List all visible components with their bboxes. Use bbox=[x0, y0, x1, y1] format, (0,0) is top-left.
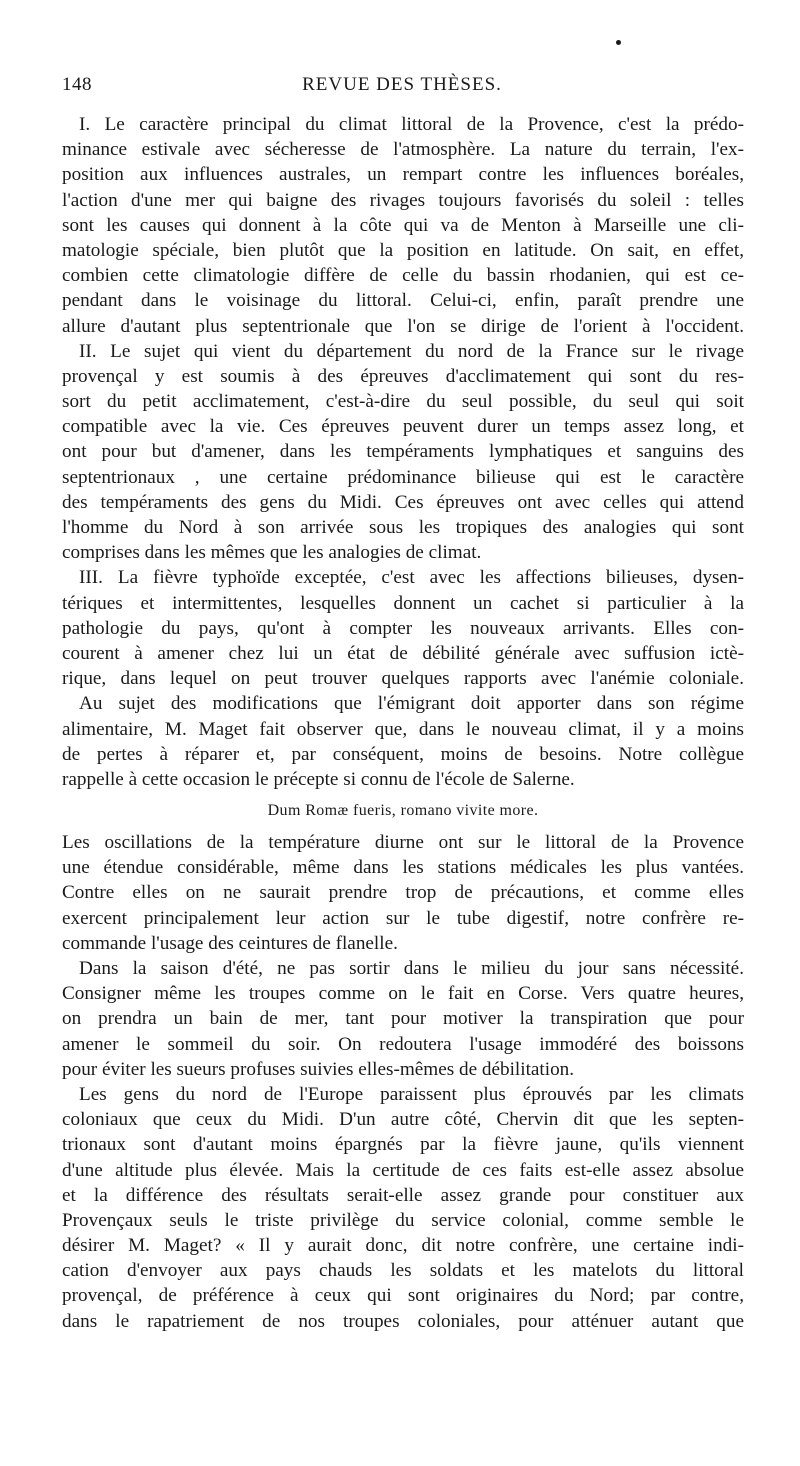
text-line: Dans la saison d'été, ne pas sortir dans le milieu du jour sans nécessité. bbox=[79, 958, 744, 979]
text-line: allure d'autant plus septentrionale que l'on se dirige de l'orient à l'occident. bbox=[62, 315, 744, 337]
text-line: d'une altitude plus élevée. Mais la certitude de ces faits est-elle assez absolue bbox=[62, 1159, 744, 1181]
text-line: compatible avec la vie. Ces épreuves peuvent durer un temps assez long, et bbox=[62, 416, 744, 438]
text-line: combien cette climatologie diffère de celle du bassin rhodanien, qui est ce- bbox=[62, 265, 744, 287]
paragraph-5 bbox=[62, 830, 744, 956]
text-line: sort du petit acclimatement, c'est-à-dire du seul possible, du seul qui soit bbox=[62, 391, 744, 413]
text-line: de pertes à réparer et, par conséquent, moins de besoins. Notre collègue bbox=[62, 743, 744, 765]
text-line: Au sujet des modifications que l'émigrant doit apporter dans son régime bbox=[79, 693, 744, 715]
paragraph-7 bbox=[62, 1082, 744, 1334]
text-line: tériques et intermittentes, lesquelles donnent un cachet si particulier à la bbox=[62, 592, 744, 614]
text-line: coloniaux que ceux du Midi. D'un autre côté, Chervin dit que les septen- bbox=[62, 1109, 744, 1131]
paragraph-3 bbox=[62, 565, 744, 691]
paragraph-6 bbox=[62, 956, 744, 1082]
text-line: rique, dans lequel on peut trouver quelques rapports avec l'anémie coloniale. bbox=[62, 668, 744, 690]
text-line: désirer M. Maget? « Il y aurait donc, dit notre confrère, une certaine indi- bbox=[62, 1235, 744, 1257]
text-line: l'action d'une mer qui baigne des rivages toujours favorisés du soleil : telles bbox=[62, 189, 744, 211]
paragraph-1 bbox=[62, 112, 744, 339]
text-line: alimentaire, M. Maget fait observer que, dans le nouveau climat, il y a moins bbox=[62, 718, 744, 740]
text-line: amener le sommeil du soir. On redoutera l'usage immodéré des boissons bbox=[62, 1033, 744, 1055]
ink-speck bbox=[616, 40, 621, 45]
text-line: dans le rapatriement de nos troupes coloniales, pour atténuer autant que bbox=[62, 1310, 744, 1332]
text-line: des tempéraments des gens du Midi. Ces épreuves ont avec celles qui attend bbox=[62, 491, 744, 513]
text-line: une étendue considérable, même dans les stations médicales les plus vantées. bbox=[62, 857, 744, 879]
text-line: on prendra un bain de mer, tant pour motiver la transpiration que pour bbox=[62, 1008, 744, 1030]
text-line: sont les causes qui donnent à la côte qui va de Menton à Marseille une cli- bbox=[62, 214, 744, 236]
text-line: matologie spéciale, bien plutôt que la position en latitude. On sait, en effet, bbox=[62, 239, 744, 261]
text-line: commande l'usage des ceintures de flanelle. bbox=[62, 932, 398, 954]
text-line: position aux influences australes, un rempart contre les influences boréales, bbox=[62, 164, 744, 186]
text-line: pour éviter les sueurs profuses suivies elles-mêmes de débilitation. bbox=[62, 1058, 575, 1080]
text-line: exercent principalement leur action sur le tube digestif, notre confrère re- bbox=[62, 907, 744, 929]
body-text bbox=[62, 112, 744, 1334]
text-line: minance estivale avec sécheresse de l'atmosphère. La nature du terrain, l'ex- bbox=[62, 139, 744, 161]
text-line: comprises dans les mêmes que les analogies de climat. bbox=[62, 542, 482, 564]
text-line: trionaux sont d'autant moins épargnés par la fièvre jaune, qu'ils viennent bbox=[62, 1134, 744, 1156]
latin-quotation: Dum Romæ fueris, romano vivite more. bbox=[267, 802, 539, 820]
running-head bbox=[62, 74, 742, 102]
text-line: pathologie du pays, qu'ont à compter les nouveaux arrivants. Elles con- bbox=[62, 617, 744, 639]
text-line: provençal, de préférence à ceux qui sont originaires du Nord; par contre, bbox=[62, 1285, 744, 1307]
text-line: ont pour but d'amener, dans les tempéraments lymphatiques et sanguins des bbox=[62, 441, 744, 463]
text-line: septentrionaux , une certaine prédominance bilieuse qui est le caractère bbox=[62, 466, 744, 488]
text-line: provençal y est soumis à des épreuves d'acclimatement qui sont du res- bbox=[62, 365, 744, 387]
text-line: Les gens du nord de l'Europe paraissent plus éprouvés par les climats bbox=[79, 1083, 744, 1105]
paragraph-4 bbox=[62, 691, 744, 792]
text-line: III. La fièvre typhoïde exceptée, c'est avec les affections bilieuses, dysen- bbox=[79, 567, 744, 589]
text-line: Consigner même les troupes comme on le fait en Corse. Vers quatre heures, bbox=[62, 983, 744, 1005]
text-line: I. Le caractère principal du climat littoral de la Provence, c'est la prédo- bbox=[79, 114, 744, 135]
text-line: II. Le sujet qui vient du département du nord de la France sur le rivage bbox=[79, 340, 744, 362]
text-line: pendant dans le voisinage du littoral. Celui-ci, enfin, paraît prendre une bbox=[62, 290, 744, 312]
text-line: Les oscillations de la température diurne ont sur le littoral de la Provence bbox=[62, 832, 744, 854]
text-line: courent à amener chez lui un état de débilité générale avec suffusion ictè- bbox=[62, 642, 744, 664]
text-line: l'homme du Nord à son arrivée sous les tropiques des analogies qui sont bbox=[62, 517, 744, 538]
text-line: Provençaux seuls le triste privilège du service colonial, comme semble le bbox=[62, 1209, 744, 1231]
paragraph-2 bbox=[62, 339, 744, 566]
text-line: rappelle à cette occasion le précepte si connu de l'école de Salerne. bbox=[62, 768, 575, 790]
text-line: et la différence des résultats serait-elle assez grande pour constituer aux bbox=[62, 1184, 744, 1206]
text-line: Contre elles on ne saurait prendre trop de précautions, et comme elles bbox=[62, 882, 744, 904]
running-title: REVUE DES THÈSES. bbox=[302, 74, 502, 95]
text-line: cation d'envoyer aux pays chauds les soldats et les matelots du littoral bbox=[62, 1260, 744, 1282]
page-number: 148 bbox=[62, 74, 92, 95]
